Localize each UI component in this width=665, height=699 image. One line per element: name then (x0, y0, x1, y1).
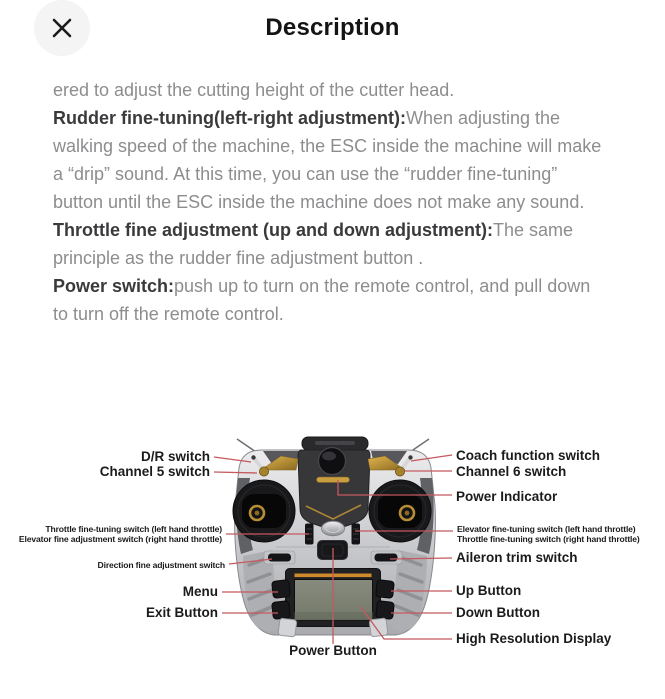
trainer-switch (322, 521, 345, 535)
rudder-heading: Rudder fine-tuning(left-right adjustment): (53, 108, 406, 128)
label-high-resolution-display: High Resolution Display (456, 631, 612, 646)
paragraph-continuation (53, 76, 609, 104)
body-text: ered to adjust the cutting height of the cutter head. (53, 80, 455, 100)
page-title: Description (265, 14, 400, 41)
remote-control-diagram (0, 420, 665, 699)
throttle-body: The same principle as the rudder fine adjustment button . (53, 220, 574, 268)
label-down-button: Down Button (456, 605, 540, 620)
label-channel-5-switch: Channel 5 switch (99, 464, 210, 479)
description-text (53, 76, 609, 328)
paragraph-rudder (53, 104, 609, 216)
label-throttle-fine-tuning-left: Throttle fine-tuning switch (left hand throttle) (45, 524, 222, 534)
paragraph-throttle (53, 216, 609, 272)
sheet-header (0, 0, 665, 62)
label-up-button: Up Button (456, 583, 522, 598)
right-gimbal (369, 480, 431, 542)
label-aileron-trim-switch: Aileron trim switch (456, 550, 578, 565)
power-body: push up to turn on the remote control, and pull down to turn off the remote control. (53, 276, 591, 324)
label-direction-fine-adjustment: Direction fine adjustment switch (97, 560, 225, 570)
power-heading: Power switch: (53, 276, 175, 296)
label-coach-function-switch: Coach function switch (456, 448, 601, 463)
label-channel-6-switch: Channel 6 switch (456, 464, 567, 479)
label-throttle-fine-tuning-right: Throttle fine-tuning switch (right hand throttle) (457, 534, 640, 544)
label-elevator-fine-adjustment-left: Elevator fine adjustment switch (right hand throttle) (18, 534, 222, 544)
paragraph-power (53, 272, 609, 328)
label-power-indicator: Power Indicator (456, 489, 558, 504)
power-indicator-window (317, 477, 350, 483)
throttle-heading: Throttle fine adjustment (up and down adjustment): (53, 220, 493, 240)
label-exit-button: Exit Button (146, 605, 218, 620)
rudder-body: When adjusting the walking speed of the machine, the ESC inside the machine will make a “drip” sound. At this time, you can use the “rudder fine-tuning” button until the ESC inside the machine does not make any sound. (53, 108, 602, 212)
label-dr-switch: D/R switch (140, 449, 210, 464)
label-power-button: Power Button (289, 643, 377, 658)
label-elevator-fine-tuning-right: Elevator fine-tuning switch (left hand throttle) (457, 524, 636, 534)
top-knob (319, 448, 346, 475)
label-menu: Menu (182, 584, 218, 599)
left-gimbal (233, 480, 295, 542)
